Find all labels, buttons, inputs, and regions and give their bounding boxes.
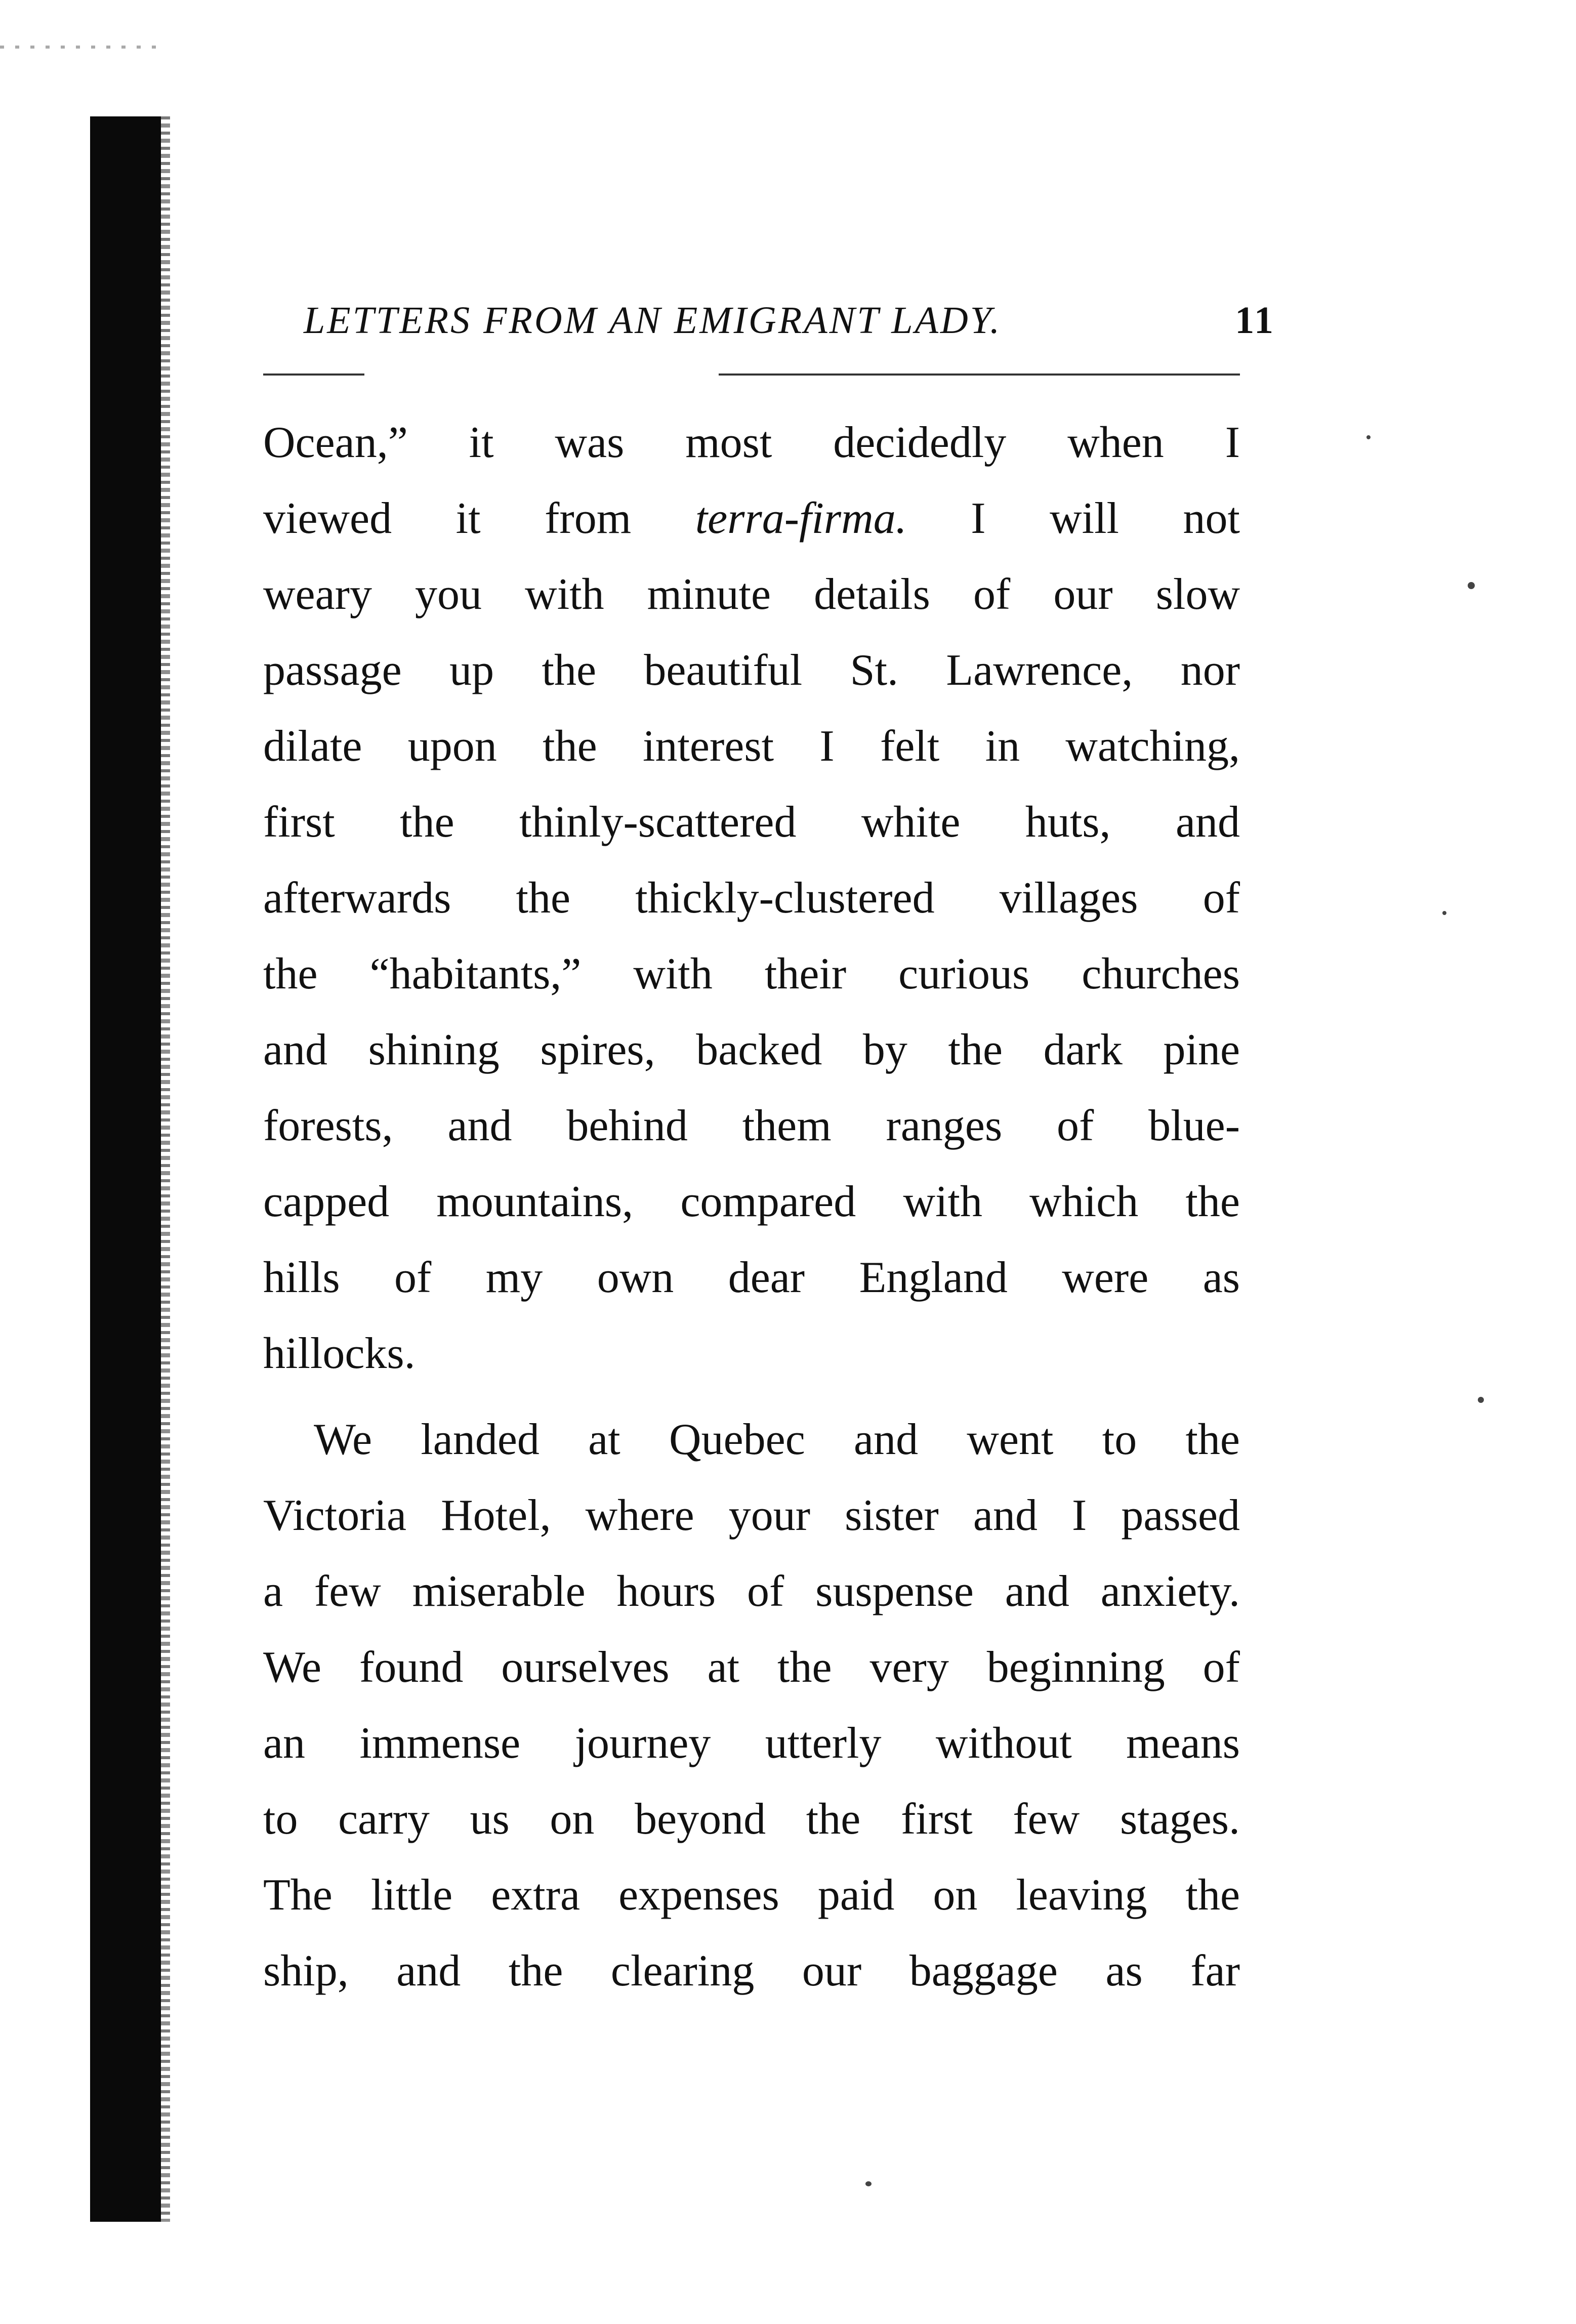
- scan-speck: [1478, 1397, 1484, 1403]
- text-line: first the thinly-scattered white huts, and: [263, 798, 1240, 847]
- scan-speck: [1366, 435, 1371, 439]
- text-line: We landed at Quebec and went to the: [314, 1415, 1240, 1464]
- paragraph-gap: [263, 1392, 1240, 1402]
- text-line: afterwards the thickly-clustered villages of: [263, 874, 1240, 923]
- text-line: weary you with minute details of our slow: [263, 570, 1240, 619]
- text-line: Ocean,” it was most decidedly when I: [263, 418, 1240, 467]
- text-line: The little extra expenses paid on leaving the: [263, 1871, 1240, 1920]
- text-line: passage up the beautiful St. Lawrence, nor: [263, 646, 1240, 695]
- text-line: hills of my own dear England were as: [263, 1253, 1240, 1302]
- head-rule-right: [719, 374, 1240, 376]
- text-line: to carry us on beyond the first few stages.: [263, 1795, 1240, 1844]
- head-rule-left: [263, 374, 364, 376]
- running-head: [304, 299, 1275, 354]
- scan-speck: [1468, 582, 1475, 589]
- text-run: I will not: [906, 494, 1240, 543]
- text-line: [263, 481, 1240, 557]
- text-line: hillocks.: [263, 1329, 416, 1378]
- scan-speck: [865, 2181, 872, 2186]
- text-line: We found ourselves at the very beginning of: [263, 1643, 1240, 1692]
- body-text: [263, 405, 1240, 2009]
- text-line: capped mountains, compared with which the: [263, 1177, 1240, 1226]
- text-line: Victoria Hotel, where your sister and I passed: [263, 1491, 1240, 1540]
- running-head-title: LETTERS FROM AN EMIGRANT LADY.: [304, 299, 1002, 342]
- text-line: a few miserable hours of suspense and anxiety.: [263, 1567, 1240, 1616]
- binding-edge: [90, 116, 161, 2222]
- page-number: 11: [1235, 299, 1275, 342]
- italic-phrase: terra-firma.: [695, 494, 907, 543]
- scan-edge-mark: [0, 46, 167, 49]
- text-line: the “habitants,” with their curious churches: [263, 949, 1240, 999]
- text-line: an immense journey utterly without means: [263, 1719, 1240, 1768]
- scan-speck: [1442, 911, 1446, 915]
- text-run: viewed it from: [263, 494, 695, 543]
- text-line: ship, and the clearing our baggage as far: [263, 1946, 1240, 1996]
- text-line: and shining spires, backed by the dark pine: [263, 1025, 1240, 1074]
- text-line: dilate upon the interest I felt in watching,: [263, 722, 1240, 771]
- text-line: forests, and behind them ranges of blue-: [263, 1101, 1240, 1150]
